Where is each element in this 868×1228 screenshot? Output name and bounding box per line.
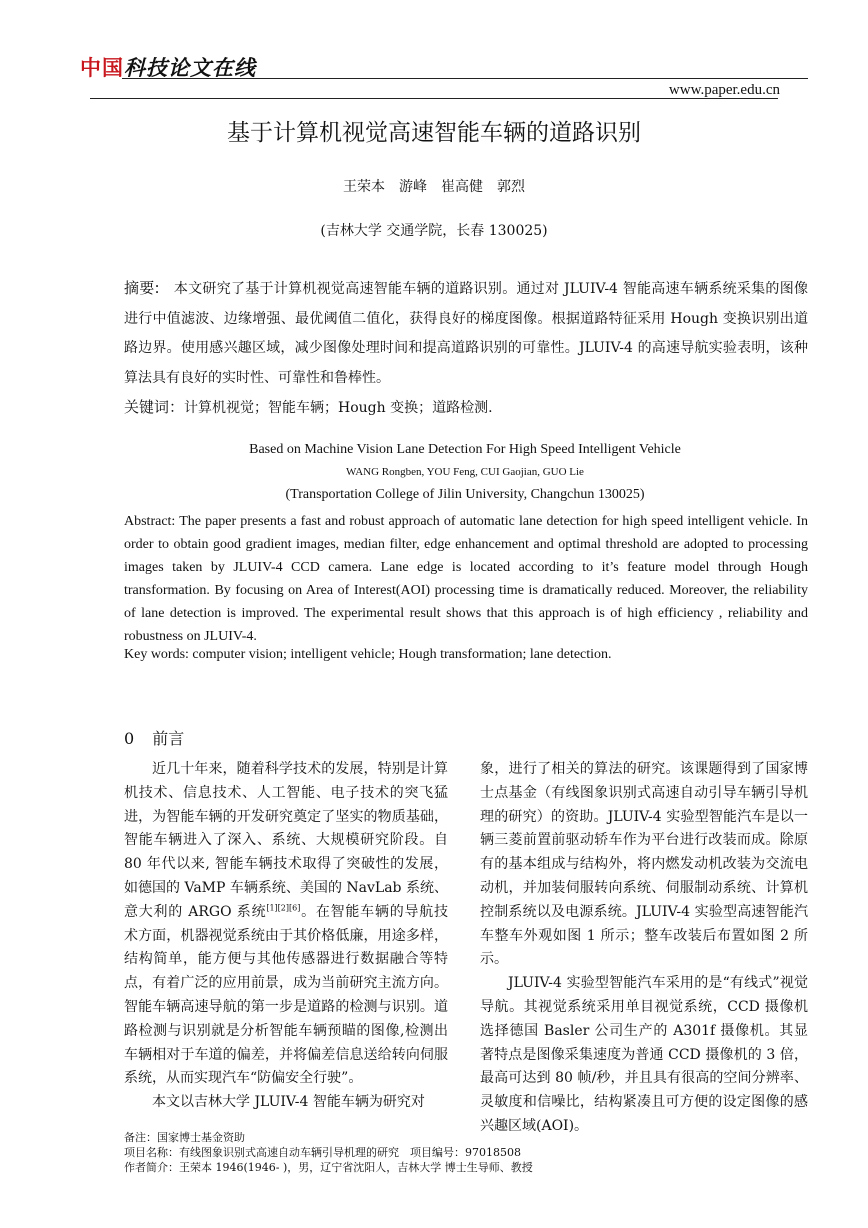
body-paragraph: 本文以吉林大学 JLUIV-4 智能车辆为研究对 [152, 1094, 425, 1111]
site-url: www.paper.edu.cn [668, 82, 780, 98]
footnote-line: 备注：国家博士基金资助 [124, 1131, 245, 1144]
citation-ref: [1][2][6] [266, 903, 301, 913]
logo-cn-text: 中国 [80, 56, 124, 80]
footnote-line: 作者简介：王荣本 1946(1946- )，男，辽宁省沈阳人，吉林大学 博士生导师、教授 [124, 1161, 533, 1174]
section-title: 前言 [152, 729, 185, 748]
keywords-cn-text: 计算机视觉；智能车辆；Hough 变换；道路检测. [184, 400, 493, 416]
header-rule-top [122, 78, 808, 79]
abstract-cn [124, 274, 808, 393]
footnote-line: 项目名称：有线图象识别式高速自动车辆引导机理的研究 项目编号：97018508 [124, 1146, 521, 1159]
abstract-cn-text: 本文研究了基于计算机视觉高速智能车辆的道路识别。通过对 JLUIV-4 智能高速车辆系统采集的图像进行中值滤波、边缘增强、最优阈值二值化，获得良好的梯度图像。根据道路特征采用 Hough 变换识别出道路边界。使用感兴趣区域，减少图像处理时间和提高道路识别的可靠性。JLUIV-4 的高速导航实验表明，该种算法具有良好的实时性、可靠性和鲁棒性。 [124, 281, 808, 386]
english-keywords: Key words: computer vision; intelligent vehicle; Hough transformation; lane detection. [124, 647, 612, 662]
english-abstract: Abstract: The paper presents a fast and robust approach of automatic lane detection for high speed intelligent vehicle. In order to obtain good gradient images, median filter, edge enhancement and optimal threshold are adopted to processing images taken by JLUIV-4 CCD camera. Lane edge is located according to it’s feature model through Hough transformation. By focusing on Area of Interest(AOI) processing time is dramatically reduced. Moreover, the reliability of lane detection is improved. The experimental result shows that this approach is of high efficiency , reliability and robustness on JLUIV-4. [124, 514, 808, 644]
abstract-cn-label: 摘要: [124, 279, 160, 297]
keywords-cn-label: 关键词： [124, 398, 185, 416]
paper-affiliation: (吉林大学 交通学院，长春 130025) [320, 223, 548, 239]
paragraph-text: 。在智能车辆的导航技术方面，机器视觉系统由于其价格低廉，用途多样，结构简单，能方便与其他传感器进行数据融合等特点，有着广泛的应用前景，成为当前研究主流方向。智能车辆高速导航的第一步是道路的检测与识别。道路检测与识别就是分析智能车辆预瞄的图像,检测出车辆相对于车道的偏差，并将偏差信息送给转向伺服系统，从而实现汽车“防偏安全行驶”。 [124, 903, 448, 1087]
footnotes [124, 1130, 533, 1175]
section-number: 0 [124, 729, 135, 748]
paper-title: 基于计算机视觉高速智能车辆的道路识别 [227, 120, 641, 146]
body-paragraph: 象，进行了相关的算法的研究。该课题得到了国家博士点基金（有线图象识别式高速自动引导车辆引导机理的研究）的资助。JLUIV-4 实验型智能汽车是以一辆三菱前置前驱动轿车作为平台进行改装而成。除原有的基本组成与结构外，将内燃发动机改装为交流电动机，并加装伺服转向系统、伺服制动系统、计算机控制系统以及电源系统。JLUIV-4 实验型高速智能汽车整车外观如图 1 所示；整车改装后布置如图 2 所示。 [480, 761, 808, 968]
body-paragraph [124, 758, 448, 1091]
body-paragraph: JLUIV-4 实验型智能汽车采用的是“有线式”视觉导航。其视觉系统采用单目视觉系统，CCD 摄像机选择德国 Basler 公司生产的 A301f 摄像机。其显著特点是图像采集速度为普通 CCD 摄像机的 3 倍，最高可达到 80 帧/秒，并且具有很高的空间分辨率、灵敏度和信噪比，结构紧凑且可方便的设定图像的感兴趣区域(AOI)。 [480, 975, 808, 1134]
section-heading [124, 726, 184, 749]
english-authors: WANG Rongben, YOU Feng, CUI Gaojian, GUO Lie [346, 466, 584, 478]
english-affiliation: (Transportation College of Jilin University, Changchun 130025) [285, 487, 645, 502]
body-column-right [480, 758, 808, 1139]
english-title: Based on Machine Vision Lane Detection For High Speed Intelligent Vehicle [249, 442, 681, 457]
paper-authors: 王荣本 游峰 崔高健 郭烈 [343, 179, 525, 195]
body-column-left [124, 758, 448, 1115]
header-rule-bottom [90, 98, 778, 99]
paragraph-text: 近几十年来，随着科学技术的发展，特别是计算机技术、信息技术、人工智能、电子技术的突飞猛进，为智能车辆的开发研究奠定了坚实的物质基础，智能车辆进入了深入、系统、大规模研究阶段。自 80 年代以来, 智能车辆技术取得了突破性的发展，如德国的 VaMP 车辆系统、美国的 NavLab 系统、意大利的 ARGO 系统 [124, 761, 448, 920]
keywords-cn [124, 396, 808, 417]
logo-rest-text: 科技论文在线 [124, 56, 256, 80]
